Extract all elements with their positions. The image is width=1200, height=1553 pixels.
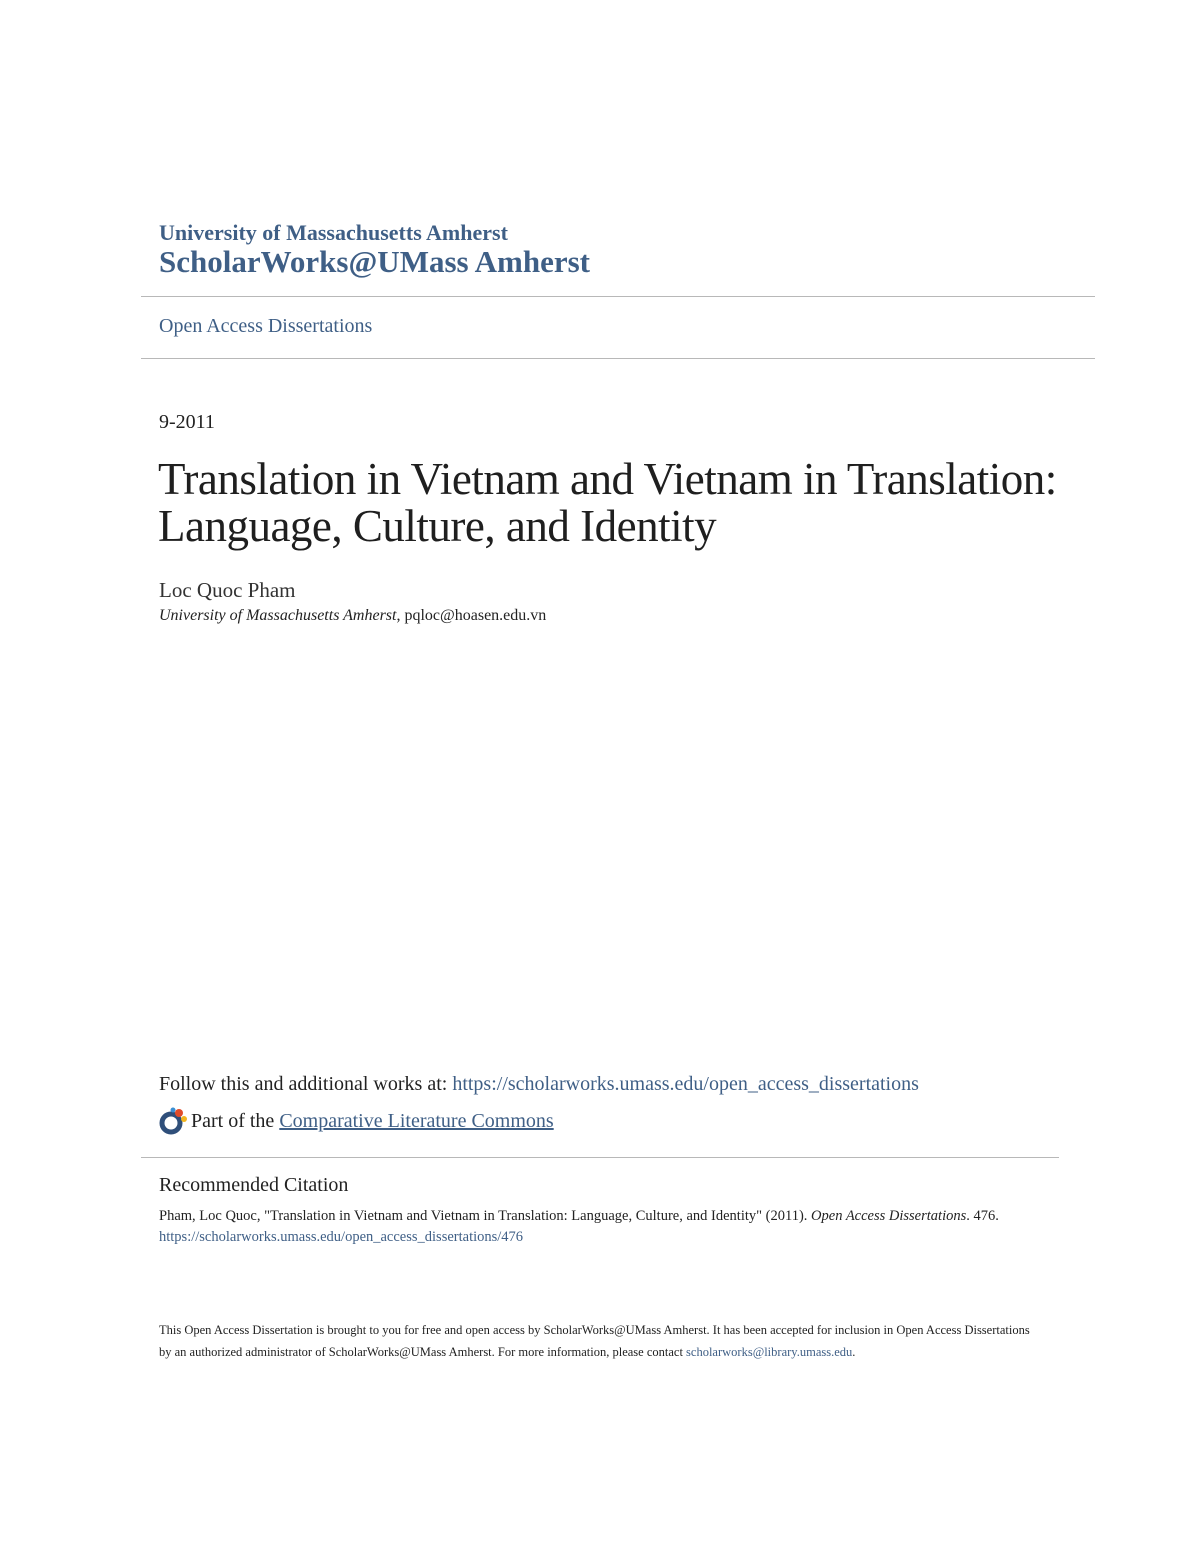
citation-journal: Open Access Dissertations <box>811 1208 967 1224</box>
follow-label: Follow this and additional works at: <box>159 1073 448 1095</box>
author-email-link[interactable]: pqloc@hoasen.edu.vn <box>404 607 547 624</box>
citation-divider <box>141 1157 1059 1158</box>
follow-line <box>159 1073 919 1096</box>
author-name: Loc Quoc Pham <box>159 578 296 602</box>
part-of-line <box>159 1107 554 1135</box>
affiliation-institution: University of Massachusetts Amherst <box>159 607 397 624</box>
header-divider-top <box>141 296 1095 297</box>
follow-url-link[interactable]: https://scholarworks.umass.edu/open_access_dissertations <box>452 1073 919 1095</box>
part-of-label: Part of the <box>191 1109 275 1132</box>
author-affiliation: University of Massachusetts Amherst, pqloc@hoasen.edu.vn <box>159 607 547 624</box>
footer-end: . <box>852 1344 856 1359</box>
footer-note <box>159 1320 1039 1363</box>
citation-text: Pham, Loc Quoc, "Translation in Vietnam and Vietnam in Translation: Language, Culture, and Identity" (2011). <box>159 1208 808 1224</box>
network-icon <box>159 1107 187 1135</box>
citation-heading: Recommended Citation <box>159 1174 349 1196</box>
footer-text: This Open Access Dissertation is brought to you for free and open access by ScholarWorks@UMass Amherst. It has been accepted for inclusion in Open Access Dissertations by an authorized administrator of ScholarWorks@UMass Amherst. For more information, please contact <box>159 1323 1030 1359</box>
university-name: University of Massachusetts Amherst <box>159 220 508 245</box>
publication-date: 9-2011 <box>159 411 215 433</box>
header-divider-bottom <box>141 358 1095 359</box>
repository-link[interactable]: ScholarWorks@UMass Amherst <box>159 244 590 279</box>
commons-link[interactable]: Comparative Literature Commons <box>279 1109 554 1132</box>
contact-email-link[interactable]: scholarworks@library.umass.edu <box>686 1344 853 1359</box>
citation-block <box>159 1206 1059 1248</box>
citation-url-link[interactable]: https://scholarworks.umass.edu/open_access_dissertations/476 <box>159 1229 524 1245</box>
document-title: Translation in Vietnam and Vietnam in Translation: Language, Culture, and Identity <box>158 454 1057 551</box>
collection-link[interactable]: Open Access Dissertations <box>159 315 373 337</box>
citation-number: . 476. <box>966 1208 999 1224</box>
